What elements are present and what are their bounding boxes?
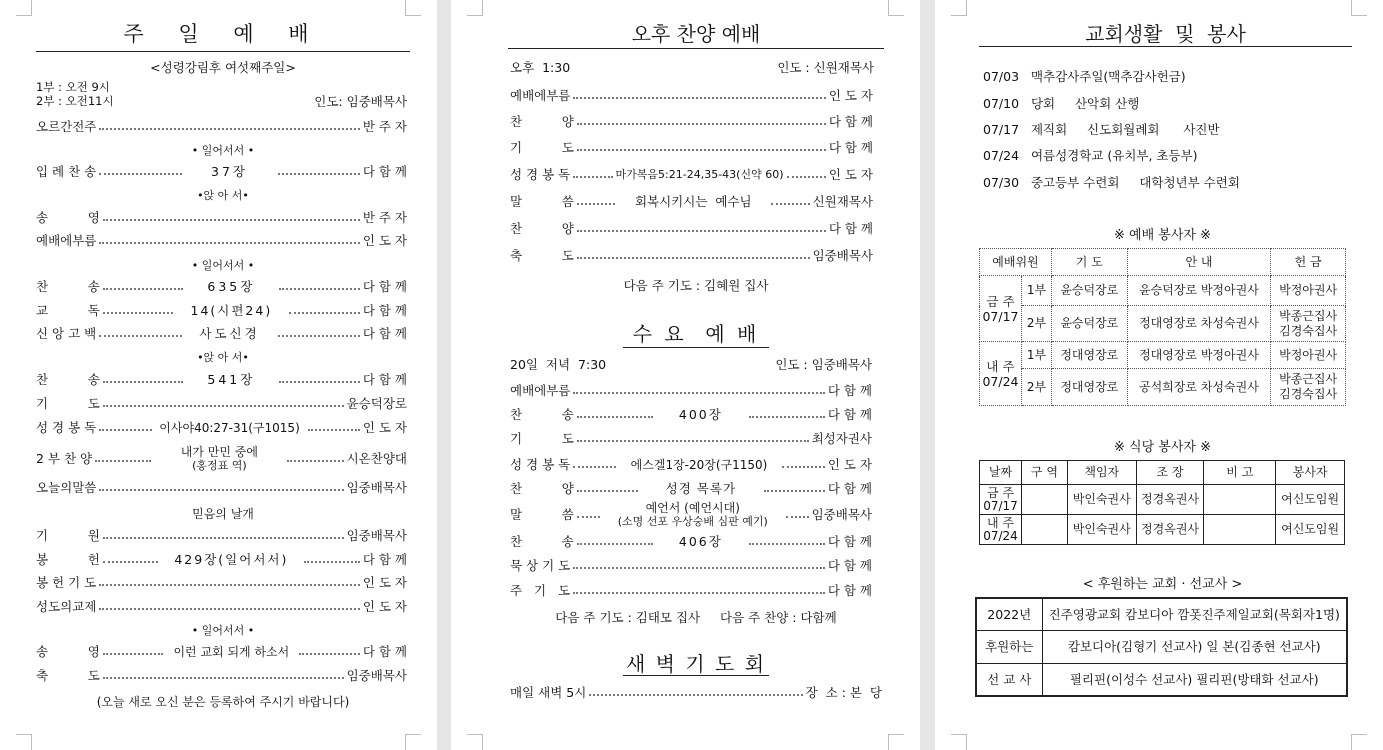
part-cell: 1부 [1021,342,1051,369]
order-row [510,457,872,473]
crop-mark [951,0,967,16]
dawn-time: 매일 새벽 5시 [510,685,587,700]
order-content: 예언서 (예언시대) [645,501,740,515]
volunteer-cell: 여신도임원 [1276,515,1345,545]
order-label: 송 영 [36,210,100,225]
note-cell [1204,485,1276,515]
order-person: 임중배목사 [811,507,872,522]
prayer-cell: 정대영장로 [1051,342,1127,369]
title-rule [623,675,769,676]
order-person: 인 도 자 [362,599,407,614]
order-content: 마가복음5:21-24,35-43(신약 60) [615,168,784,181]
order-person: 다 함 께 [827,407,873,422]
order-label: 기 원 [36,528,100,543]
week-label: 내 주 [986,358,1015,374]
order-label: 찬 송 [510,534,574,549]
title-rule [623,347,769,348]
order-content: 내가 만민 중에 [180,445,258,459]
sit-mark: •앉 아 서• [197,189,249,202]
order-label: 입 례 찬 송 [36,164,97,179]
order-label: 2 부 찬 양 [36,451,93,466]
order-label: 성도의교제 [36,599,97,614]
order-person: 다 함 께 [362,326,408,341]
week-date: 07/17 [982,308,1019,324]
order-label: 기 도 [36,396,100,411]
date-cell [980,485,1022,515]
crop-mark [405,734,421,750]
order-label: 예배에부름 [510,88,571,103]
order-person: 다 함 께 [362,372,408,387]
stand-mark: • 일어서서 • [191,624,255,637]
order-row [36,552,407,568]
missions-label: 선 교 사 [976,663,1042,696]
guide-cell: 윤승덕장로 박정아권사 [1127,276,1271,306]
order-label: 주 기 도 [510,583,571,598]
sit-mark: •앉 아 서• [197,351,249,364]
order-label: 봉 헌 [36,552,100,567]
wednesday-leader: 인도 : 임중배목사 [775,357,872,372]
order-person: 인 도 자 [362,233,407,248]
order-content: 14(시편24) [190,303,273,318]
part-cell: 2부 [1021,369,1051,406]
table-header: 예배위원 [980,249,1052,276]
order-row [510,481,872,497]
order-row [36,119,407,135]
order-person: 인 도 자 [828,167,874,182]
order-content-note: (소명 선포 우상숭배 심판 예기) [617,515,768,528]
sunday-worship-page [0,0,437,750]
table-header: 조 장 [1136,461,1204,485]
order-row [510,167,873,183]
order-label: 성 경 봉 독 [510,457,571,472]
weekday-worship-page [451,0,920,750]
missions-row: 캄보디아(김형기 선교사) 일 본(김종현 선교사) [1042,630,1347,663]
missions-label: 후원하는 [976,630,1042,663]
schedule-date: 07/30 [983,175,1020,190]
guide-cell: 정대영장로 박정아권사 [1127,342,1271,369]
dawn-row [510,685,882,701]
note-cell [1204,515,1276,545]
order-label: 오르간전주 [36,119,97,134]
order-label: 기 도 [510,140,574,155]
table-header: 구 역 [1021,461,1067,485]
order-person: 윤승덕장로 [346,396,407,411]
order-row [36,668,407,684]
order-content: 406장 [678,534,723,549]
stand-mark: • 일어서서 • [191,259,255,272]
order-content-note: (홍정표 역) [192,459,247,472]
prayer-cell: 윤승덕장로 [1051,276,1127,306]
order-person: 인 도 자 [827,457,873,472]
order-label: 찬 송 [36,279,100,294]
order-label: 찬 송 [36,372,100,387]
crop-mark [1351,734,1367,750]
order-person: 반 주 자 [362,210,407,225]
schedule-text: 여름성경학교 (유치부, 초등부) [1030,148,1198,163]
offering-cell: 박정아권사 [1271,342,1346,369]
order-label: 교 독 [36,303,100,318]
leader-cell: 박인숙권사 [1067,515,1136,545]
missions-label: 2022년 [976,598,1042,630]
order-row [36,233,407,249]
week-cell [980,342,1022,406]
table-header: 헌 금 [1271,249,1346,276]
week-date: 07/24 [983,528,1018,543]
offering-name: 김경숙집사 [1279,323,1338,338]
schedule-text: 제직회 신도회월례회 사진반 [1030,122,1220,137]
schedule-text: 당회 산악회 산행 [1030,96,1140,111]
crop-mark [16,0,32,16]
offering-name: 김경숙집사 [1279,387,1338,401]
order-row [36,326,407,342]
order-row [510,558,872,574]
order-content: 이런 교회 되게 하소서 [173,645,290,659]
kitchen-volunteers-table [979,460,1345,545]
crop-mark [951,734,967,750]
order-row [510,88,873,104]
order-content: 이사야40:27-31(구1015) [159,421,300,435]
offering-name: 박종근집사 [1279,372,1338,386]
order-person: 다 함 께 [828,114,873,129]
service-time-2: 2부 : 오전11시 [36,94,114,108]
schedule-date: 07/17 [983,122,1020,137]
dawn-title: 새 벽 기 도 회 [625,652,767,676]
schedule-date: 07/24 [983,148,1020,163]
crop-mark [405,0,421,16]
order-label: 기 도 [510,431,574,446]
worship-volunteers-title: ※ 예배 봉사자 ※ [1114,228,1211,243]
table-header: 안 내 [1127,249,1271,276]
schedule-date: 07/03 [983,69,1020,84]
kitchen-volunteers-title: ※ 식당 봉사자 ※ [1114,440,1211,455]
order-person: 다 함 께 [362,644,408,659]
order-row [36,644,407,660]
order-row [510,431,872,447]
wednesday-title: 수 요 예 배 [632,322,760,346]
service-time-1: 1부 : 오전 9시 [36,80,110,94]
week-date: 07/24 [982,373,1019,389]
church-life-title: 교회생활 및 봉사 [1085,22,1246,46]
wednesday-next: 다음 주 기도 : 김태모 집사 다음 주 찬양 : 다함께 [555,610,837,625]
order-label: 말 씀 [510,507,574,522]
date-cell [980,515,1022,545]
title-rule [508,48,884,49]
church-life-page [935,0,1383,750]
order-label: 신 앙 고 백 [36,326,97,341]
week-date: 07/17 [983,498,1018,513]
order-row [510,114,873,130]
schedule-item [983,67,1186,85]
order-row [510,583,872,599]
order-person: 임중배목사 [346,528,407,543]
leader: 인도: 임중배목사 [314,94,407,109]
order-row [36,420,407,436]
order-person: 다 함 께 [827,383,872,398]
order-person: 임중배목사 [812,248,873,263]
order-person: 인 도 자 [362,420,408,435]
afternoon-title: 오후 찬양 예배 [631,22,761,46]
order-person: 다 함 께 [828,221,873,236]
missions-row: 진주영광교회 캄보디아 깜폿진주제일교회(목회자1명) [1042,598,1347,630]
order-row [36,303,407,319]
part-cell: 1부 [1021,276,1051,306]
title-rule [979,46,1352,47]
order-content: 37장 [211,164,249,179]
guide-cell: 정대영장로 차성숙권사 [1127,306,1271,342]
schedule-item [983,146,1198,164]
order-label: 찬 양 [510,114,574,129]
title-rule [36,51,410,52]
order-label: 성 경 봉 독 [510,167,571,182]
order-person: 다 함 께 [362,164,408,179]
order-label: 송 영 [36,644,100,659]
wednesday-time: 20일 저녁 7:30 [510,357,607,372]
order-label: 축 도 [36,668,100,683]
order-row [510,407,872,423]
order-person: 다 함 께 [362,303,408,318]
prayer-cell: 윤승덕장로 [1051,306,1127,342]
area-cell [1021,485,1067,515]
order-person: 다 함 께 [827,481,873,496]
guide-cell: 공석희장로 차성숙권사 [1127,369,1271,406]
order-person: 임중배목사 [346,480,407,495]
order-label: 오늘의말씀 [36,480,97,495]
order-row [36,528,407,544]
order-content: 성경 목록가 [665,481,737,496]
order-person: 시온찬양대 [346,451,407,466]
order-row [510,383,872,399]
missions-title: < 후원하는 교회 · 선교사 > [1082,577,1243,592]
faith-wings: 믿음의 날개 [192,507,254,521]
order-label: 예배에부름 [36,233,97,248]
order-row [510,534,872,550]
table-header: 기 도 [1051,249,1127,276]
schedule-item [983,173,1240,191]
week-label: 금 주 [986,293,1015,309]
schedule-date: 07/10 [983,96,1020,111]
order-content: 사도신경 [199,326,260,341]
week-cell [980,276,1022,342]
order-person: 인 도 자 [362,575,407,590]
captain-cell: 정경옥권사 [1136,515,1204,545]
order-row [36,164,407,180]
offering-cell: 박정아권사 [1271,276,1346,306]
order-label: 찬 양 [510,221,574,236]
crop-mark [888,734,904,750]
order-label: 찬 양 [510,481,574,496]
order-content: 635장 [207,279,256,294]
volunteer-cell: 여신도임원 [1276,485,1345,515]
order-row [36,372,407,388]
order-label: 축 도 [510,248,574,263]
order-person: 임중배목사 [346,668,407,683]
crop-mark [888,0,904,16]
order-label: 찬 송 [510,407,574,422]
table-header: 비 고 [1204,461,1276,485]
order-person: 반 주 자 [362,119,407,134]
order-label: 말 씀 [510,194,574,209]
offering-name: 박종근집사 [1279,308,1338,323]
order-row [510,221,873,237]
order-label: 봉 헌 기 도 [36,575,97,590]
order-row [36,480,407,496]
leader-cell: 박인숙권사 [1067,485,1136,515]
order-row [36,599,407,615]
order-person: 다 함 께 [828,140,873,155]
offering-cell [1271,369,1346,406]
order-content: 에스겔1장-20장(구1150) [630,458,768,472]
order-person: 다 함 께 [827,583,872,598]
area-cell [1021,515,1067,545]
schedule-item [983,94,1139,112]
missions-table [975,597,1348,697]
order-row [36,396,407,412]
crop-mark [467,0,483,16]
prayer-cell: 정대영장로 [1051,369,1127,406]
order-content: 회복시키시는 예수님 [634,194,752,209]
schedule-item [983,120,1220,138]
order-person: 다 함 께 [362,552,408,567]
schedule-text: 중고등부 수련회 대학청년부 수련회 [1030,175,1240,190]
order-content: 541장 [207,372,256,387]
crop-mark [1351,0,1367,16]
worship-volunteers-table [979,248,1346,406]
order-person: 신원재목사 [812,194,873,209]
order-row [510,500,872,530]
order-person: 인 도 자 [828,88,873,103]
order-row [36,444,407,474]
schedule-text: 맥추감사주일(맥추감사헌금) [1030,69,1186,84]
table-header: 날짜 [980,461,1022,485]
order-label: 성 경 봉 독 [36,420,97,435]
subtitle: <성령강림후 여섯째주일> [150,60,296,75]
order-row [36,279,407,295]
order-row [510,194,873,210]
table-header: 봉사자 [1276,461,1345,485]
order-person: 다 함 께 [827,534,873,549]
part-cell: 2부 [1021,306,1051,342]
order-row [510,248,873,264]
week-label: 내 주 [986,515,1014,530]
offering-cell [1271,306,1346,342]
table-header: 책임자 [1067,461,1136,485]
order-person: 다 함 께 [362,279,408,294]
order-person: 다 함 께 [827,558,872,573]
afternoon-next-prayer: 다음 주 기도 : 김혜원 집사 [623,278,769,293]
crop-mark [16,734,32,750]
week-label: 금 주 [986,485,1014,500]
crop-mark [467,734,483,750]
missions-row: 필리핀(이성수 선교사) 필리핀(방태화 선교사) [1042,663,1347,696]
afternoon-time: 오후 1:30 [510,60,571,75]
dawn-place: 장 소 : 본 당 [805,685,882,700]
order-label: 예배에부름 [510,383,571,398]
order-person: 최성자권사 [811,431,872,446]
order-content: 429장(일어서서) [174,552,289,567]
order-label: 묵 상 기 도 [510,558,571,573]
order-content: 400장 [678,407,723,422]
footer-note: (오늘 새로 오신 분은 등록하여 주시기 바랍니다) [96,695,350,709]
order-row [36,210,407,226]
order-row [510,140,873,156]
stand-mark: • 일어서서 • [191,144,255,157]
order-row [36,575,407,591]
page-title: 주 일 예 배 [123,22,323,46]
captain-cell: 정경옥권사 [1136,485,1204,515]
afternoon-leader: 인도 : 신원재목사 [777,60,874,75]
